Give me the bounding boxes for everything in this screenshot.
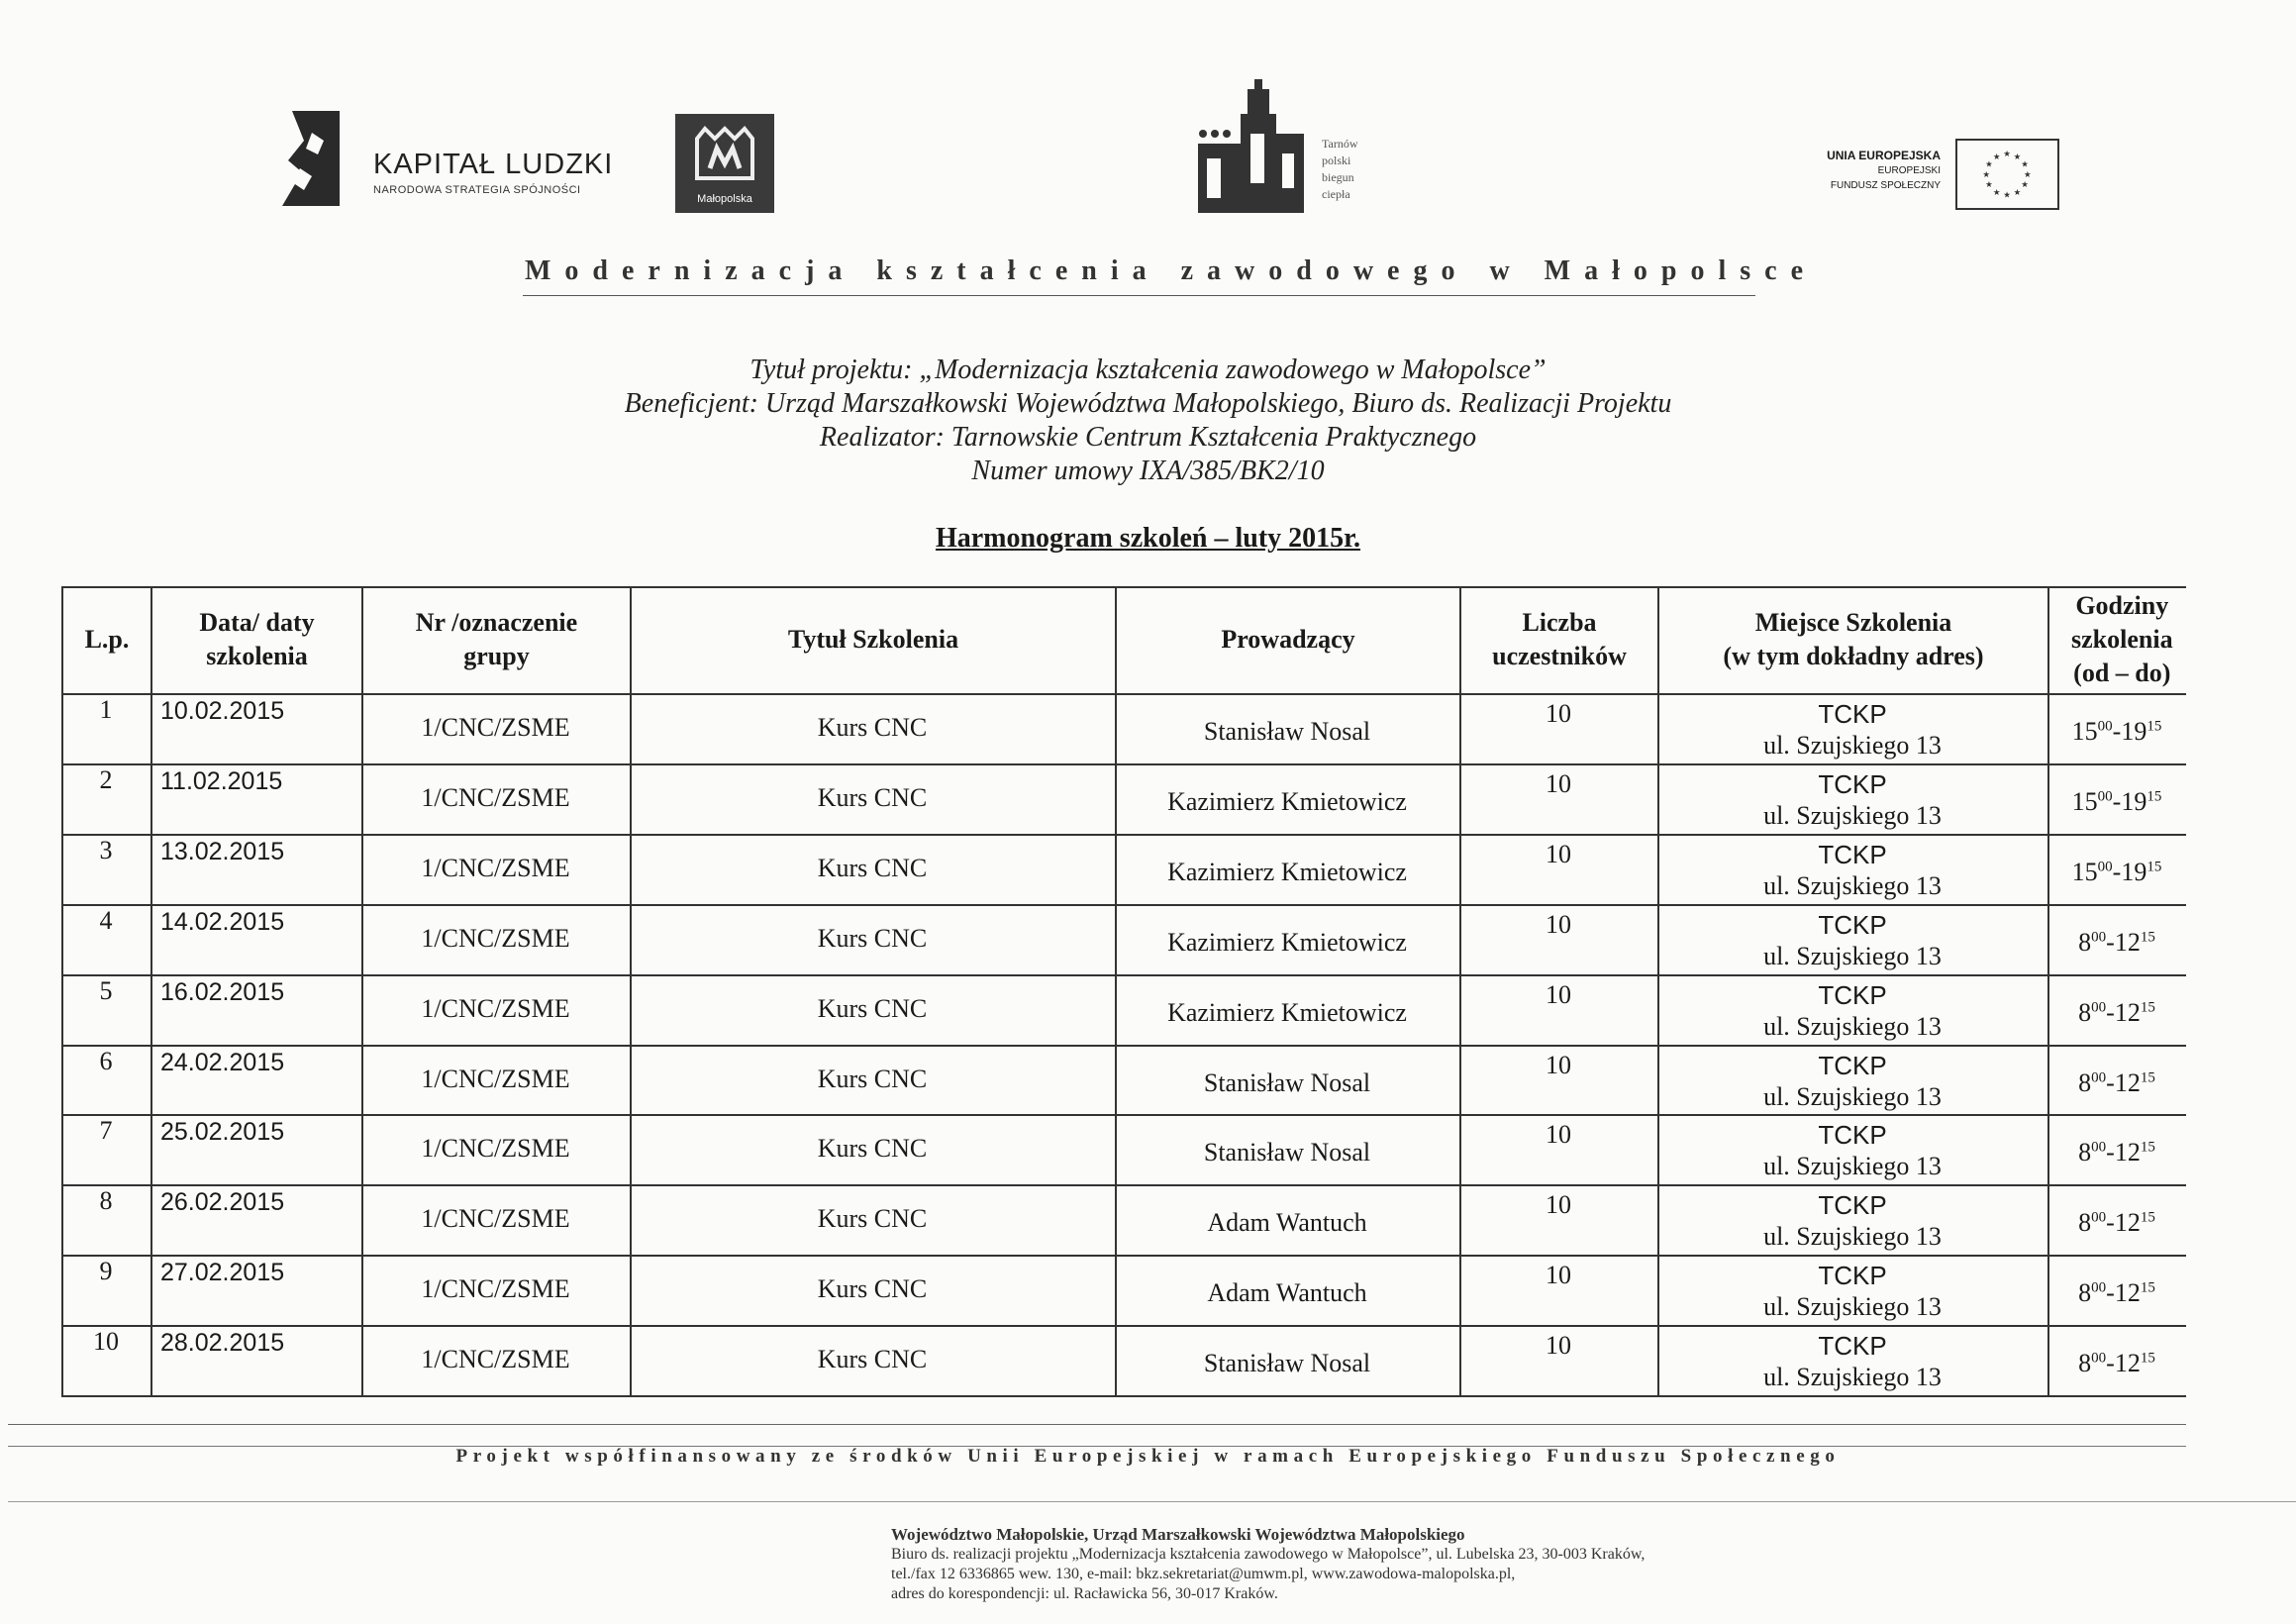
row-address: ul. Szujskiego 13 (1763, 1292, 1942, 1322)
address-line: Województwo Małopolskie, Urząd Marszałkowski Województwa Małopolskiego (891, 1525, 1465, 1544)
row-participants: 10 (1546, 768, 1571, 798)
eu-star-icon: ★ (2013, 151, 2022, 161)
hours-minutes: 15 (2146, 718, 2162, 735)
hours-hour: 8 (2078, 1208, 2092, 1238)
project-implementer: Realizator: Tarnowskie Centrum Kształcenia Praktycznego (819, 422, 1477, 453)
kapital-ludzki-logo: KAPITAŁ LUDZKI NARODOWA STRATEGIA SPÓJNOŚCI (282, 111, 609, 206)
hours-hour: 15 (2071, 857, 2098, 886)
row-participants: 10 (1546, 1050, 1571, 1079)
project-beneficiary: Beneficjent: Urząd Marszałkowski Województwa Małopolskiego, Biuro ds. Realizacji Projektu (624, 388, 1672, 419)
row-group: 1/CNC/ZSME (421, 993, 570, 1023)
header-place: Miejsce Szkolenia (w tym dokładny adres) (1723, 608, 1984, 670)
row-number: 4 (99, 905, 113, 935)
footer-rule (8, 1501, 2296, 1502)
hours-minutes: 00 (2091, 929, 2107, 946)
row-training-title: Kurs CNC (817, 713, 928, 742)
row-group: 1/CNC/ZSME (421, 713, 570, 742)
eu-star-icon: ★ (2021, 158, 2029, 169)
row-place: TCKP (1818, 1050, 1887, 1080)
hours-hour: 12 (2114, 1349, 2141, 1378)
row-date: 24.02.2015 (160, 1048, 285, 1076)
header-group: Nr /oznaczenie grupy (415, 608, 578, 670)
row-trainer: Stanisław Nosal (1203, 1349, 1371, 1378)
header-hours: Godziny szkolenia (od – do) (2071, 591, 2173, 687)
hours-hour: 12 (2114, 997, 2141, 1027)
hours-minutes: 00 (2097, 788, 2113, 805)
row-address: ul. Szujskiego 13 (1763, 1363, 1942, 1392)
row-address: ul. Szujskiego 13 (1763, 870, 1942, 900)
header-lp: L.p. (84, 625, 130, 654)
address-line: tel./fax 12 6336865 wew. 130, e-mail: bkz.sekretariat@umwm.pl, www.zawodowa-malopolska.pl, (891, 1566, 1516, 1582)
row-place: TCKP (1818, 1331, 1887, 1362)
hours-minutes: 15 (2146, 788, 2162, 805)
row-trainer: Kazimierz Kmietowicz (1167, 927, 1407, 957)
row-participants: 10 (1546, 1120, 1571, 1150)
row-participants: 10 (1546, 839, 1571, 868)
hours-hour: 8 (2078, 997, 2092, 1027)
eu-star-icon: ★ (1985, 179, 1993, 190)
hours-hour: 12 (2114, 1278, 2141, 1308)
row-training-title: Kurs CNC (817, 853, 928, 882)
row-date: 16.02.2015 (160, 977, 285, 1006)
hours-minutes: 15 (2140, 1279, 2155, 1296)
row-group: 1/CNC/ZSME (421, 923, 570, 953)
row-group: 1/CNC/ZSME (421, 1274, 570, 1304)
row-group: 1/CNC/ZSME (421, 1134, 570, 1164)
row-hours: $8^{00}-12^{15}$ (2078, 1349, 2155, 1378)
eu-logo: UNIA EUROPEJSKA EUROPEJSKI FUNDUSZ SPOŁECZNY ★ ★ ★ ★ ★ ★ ★ ★ ★ ★ ★ ★ (1797, 139, 2059, 213)
row-address: ul. Szujskiego 13 (1763, 1152, 1942, 1181)
hours-hour: 8 (2078, 1138, 2092, 1167)
row-participants: 10 (1546, 699, 1571, 728)
eu-star-icon: ★ (2003, 189, 2011, 200)
table-rule (61, 1395, 2186, 1397)
hours-minutes: 15 (2140, 1068, 2155, 1085)
eu-star-icon: ★ (2003, 149, 2011, 159)
malopolska-logo: Małopolska (675, 114, 774, 213)
footer-address (891, 1525, 2277, 1604)
row-group: 1/CNC/ZSME (421, 853, 570, 882)
hours-minutes: 15 (2140, 1139, 2155, 1156)
project-title: Tytuł projektu: „Modernizacja kształcenia zawodowego w Małopolsce” (749, 355, 1547, 385)
row-hours: $15^{00}-19^{15}$ (2071, 857, 2162, 886)
row-hours: $8^{00}-12^{15}$ (2078, 1138, 2155, 1167)
row-date: 11.02.2015 (160, 766, 283, 795)
row-hours: $8^{00}-12^{15}$ (2078, 1208, 2155, 1238)
row-group: 1/CNC/ZSME (421, 1064, 570, 1093)
row-training-title: Kurs CNC (817, 993, 928, 1023)
row-date: 10.02.2015 (160, 697, 285, 725)
hours-hour: 15 (2071, 786, 2098, 816)
hours-hour: 8 (2078, 1278, 2092, 1308)
contract-number: Numer umowy IXA/385/BK2/10 (971, 456, 1325, 486)
row-place: TCKP (1818, 909, 1887, 940)
eu-flag-icon (1955, 139, 2059, 210)
row-training-title: Kurs CNC (817, 1345, 928, 1374)
hours-minutes: 00 (2091, 1350, 2107, 1367)
header-title: Tytuł Szkolenia (787, 625, 959, 654)
row-trainer: Adam Wantuch (1207, 1208, 1367, 1238)
row-training-title: Kurs CNC (817, 1204, 928, 1234)
hours-hour: 12 (2114, 1138, 2141, 1167)
row-participants: 10 (1546, 979, 1571, 1009)
address-line: Biuro ds. realizacji projektu „Modernizacja kształcenia zawodowego w Małopolsce”, ul. Lubelska 23, 30-003 Kraków, (891, 1546, 1646, 1563)
row-training-title: Kurs CNC (817, 1274, 928, 1304)
kapital-ludzki-mark-icon (282, 111, 340, 206)
hours-hour: 19 (2121, 857, 2147, 886)
hours-minutes: 00 (2097, 718, 2113, 735)
row-training-title: Kurs CNC (817, 923, 928, 953)
row-date: 25.02.2015 (160, 1118, 285, 1147)
row-place: TCKP (1818, 1261, 1887, 1291)
row-trainer: Stanisław Nosal (1203, 1067, 1371, 1097)
hours-minutes: 00 (2091, 998, 2107, 1015)
row-date: 13.02.2015 (160, 837, 285, 865)
row-date: 14.02.2015 (160, 907, 285, 936)
row-date: 28.02.2015 (160, 1329, 285, 1358)
hours-minutes: 15 (2146, 859, 2162, 875)
cofinancing-note: Projekt współfinansowany ze środków Unii Europejskiej w ramach Europejskiego Funduszu Społecznego (455, 1446, 1841, 1467)
row-group: 1/CNC/ZSME (421, 1345, 570, 1374)
row-hours: $8^{00}-12^{15}$ (2078, 1067, 2155, 1097)
hours-hour: 15 (2071, 717, 2098, 746)
row-date: 26.02.2015 (160, 1188, 285, 1217)
hours-minutes: 15 (2140, 998, 2155, 1015)
hours-hour: 8 (2078, 1067, 2092, 1097)
row-place: TCKP (1818, 768, 1887, 799)
row-participants: 10 (1546, 1261, 1571, 1290)
header-count: Liczba uczestników (1492, 608, 1627, 670)
eu-star-icon: ★ (2023, 168, 2032, 179)
row-place: TCKP (1818, 699, 1887, 729)
footer-rule (8, 1424, 2186, 1425)
address-line: adres do korespondencji: ul. Racławicka 56, 30-017 Kraków. (891, 1585, 1278, 1602)
row-address: ul. Szujskiego 13 (1763, 941, 1942, 970)
eu-star-icon: ★ (1985, 158, 1993, 169)
row-place: TCKP (1818, 1190, 1887, 1221)
hours-hour: 8 (2078, 927, 2092, 957)
row-place: TCKP (1818, 1120, 1887, 1151)
row-number: 6 (99, 1046, 113, 1075)
row-training-title: Kurs CNC (817, 1064, 928, 1093)
eu-star-icon: ★ (2013, 186, 2022, 197)
row-trainer: Kazimierz Kmietowicz (1167, 786, 1407, 816)
schedule-table (61, 586, 2186, 1395)
row-date: 27.02.2015 (160, 1259, 285, 1287)
hours-minutes: 00 (2091, 1209, 2107, 1226)
row-place: TCKP (1818, 839, 1887, 869)
row-training-title: Kurs CNC (817, 782, 928, 812)
eu-star-icon: ★ (1992, 151, 2001, 161)
row-trainer: Kazimierz Kmietowicz (1167, 857, 1407, 886)
row-address: ul. Szujskiego 13 (1763, 1011, 1942, 1041)
hours-minutes: 00 (2091, 1068, 2107, 1085)
hours-minutes: 15 (2140, 1209, 2155, 1226)
row-trainer: Stanisław Nosal (1203, 1138, 1371, 1167)
row-hours: $8^{00}-12^{15}$ (2078, 927, 2155, 957)
hours-minutes: 15 (2140, 929, 2155, 946)
row-group: 1/CNC/ZSME (421, 782, 570, 812)
row-number: 9 (99, 1257, 113, 1286)
row-participants: 10 (1546, 909, 1571, 939)
tarnow-logo: Tarnów polski biegun ciepła (1193, 74, 1391, 223)
row-trainer: Stanisław Nosal (1203, 717, 1371, 746)
row-hours: $15^{00}-19^{15}$ (2071, 717, 2162, 746)
schedule-title: Harmonogram szkoleń – luty 2015r. (935, 523, 1361, 554)
row-address: ul. Szujskiego 13 (1763, 731, 1942, 760)
project-banner: Modernizacja kształcenia zawodowego w Małopolsce (525, 255, 1817, 286)
row-number: 10 (93, 1327, 119, 1357)
row-hours: $8^{00}-12^{15}$ (2078, 997, 2155, 1027)
hours-hour: 19 (2121, 717, 2147, 746)
hours-hour: 12 (2114, 927, 2141, 957)
hours-hour: 19 (2121, 786, 2147, 816)
row-participants: 10 (1546, 1331, 1571, 1361)
hours-minutes: 15 (2140, 1350, 2155, 1367)
row-trainer: Kazimierz Kmietowicz (1167, 997, 1407, 1027)
row-address: ul. Szujskiego 13 (1763, 800, 1942, 830)
row-training-title: Kurs CNC (817, 1134, 928, 1164)
eu-star-icon: ★ (2021, 179, 2029, 190)
row-hours: $15^{00}-19^{15}$ (2071, 786, 2162, 816)
eu-star-icon: ★ (1982, 168, 1991, 179)
hours-minutes: 00 (2091, 1139, 2107, 1156)
row-number: 3 (99, 835, 113, 864)
hours-minutes: 00 (2091, 1279, 2107, 1296)
row-trainer: Adam Wantuch (1207, 1278, 1367, 1308)
hours-hour: 12 (2114, 1067, 2141, 1097)
row-number: 7 (99, 1116, 113, 1146)
row-address: ul. Szujskiego 13 (1763, 1222, 1942, 1252)
row-participants: 10 (1546, 1190, 1571, 1220)
row-number: 2 (99, 764, 113, 794)
row-place: TCKP (1818, 979, 1887, 1010)
row-address: ul. Szujskiego 13 (1763, 1081, 1942, 1111)
header-trainer: Prowadzący (1221, 625, 1355, 654)
hours-hour: 12 (2114, 1208, 2141, 1238)
tarnow-town-hall-icon (1193, 74, 1322, 223)
hours-minutes: 00 (2097, 859, 2113, 875)
hours-hour: 8 (2078, 1349, 2092, 1378)
row-number: 5 (99, 975, 113, 1005)
row-hours: $8^{00}-12^{15}$ (2078, 1278, 2155, 1308)
banner-rule (523, 295, 1755, 296)
row-number: 1 (99, 695, 113, 724)
row-number: 8 (99, 1186, 113, 1216)
row-group: 1/CNC/ZSME (421, 1204, 570, 1234)
header-date: Data/ daty szkolenia (199, 608, 315, 670)
eu-star-icon: ★ (1992, 186, 2001, 197)
